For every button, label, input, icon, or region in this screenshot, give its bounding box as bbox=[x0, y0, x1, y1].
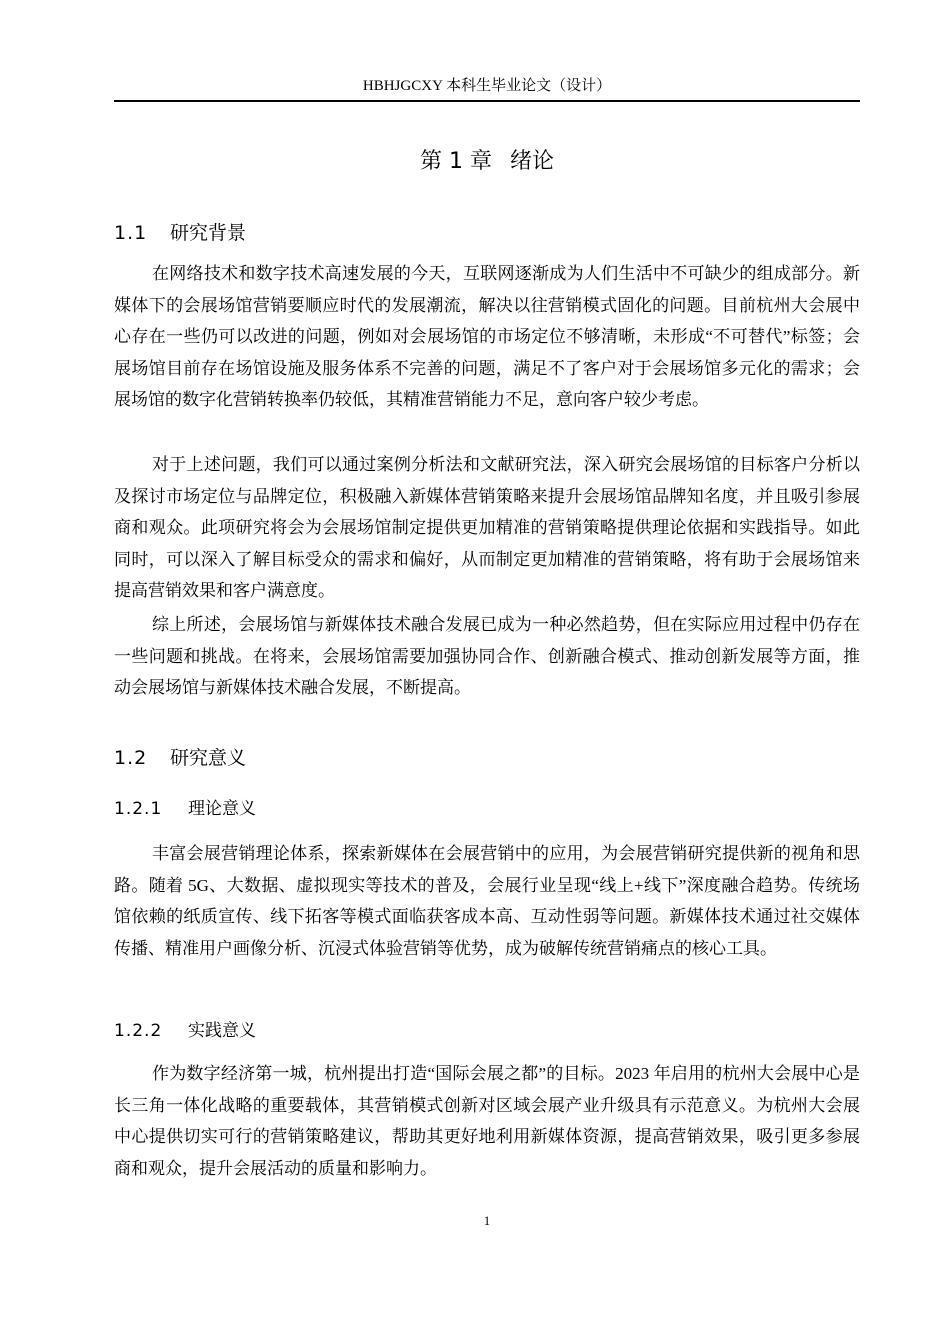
subsection-title: 实践意义 bbox=[188, 1021, 256, 1041]
chapter-number: 第 1 章 bbox=[420, 149, 492, 174]
section-number: 1.1 bbox=[114, 222, 148, 244]
chapter-name: 绪论 bbox=[509, 149, 554, 174]
section-heading-1-1 bbox=[114, 219, 246, 247]
running-header: HBHJGCXY 本科生毕业论文（设计） bbox=[362, 78, 612, 94]
subsection-number: 1.2.2 bbox=[114, 1021, 163, 1041]
section-heading-1-2 bbox=[114, 744, 246, 772]
page-number: 1 bbox=[483, 1213, 491, 1228]
section-title: 研究背景 bbox=[170, 222, 247, 244]
section-number: 1.2 bbox=[114, 747, 148, 769]
header-rule bbox=[114, 100, 860, 102]
paragraph-background-1: 在网络技术和数字技术高速发展的今天，互联网逐渐成为人们生活中不可缺少的组成部分。新媒体下的会展场馆营销要顺应时代的发展潮流，解决以往营销模式固化的问题。目前杭州大会展中心存在一些仍可以改进的问题，例如对会展场馆的市场定位不够清晰，未形成“不可替代”标签；会展场馆目前存在场馆设施及服务体系不完善的问题，满足不了客户对于会展场馆多元化的需求；会展场馆的数字化营销转换率仍较低，其精准营销能力不足，意向客户较少考虑。 bbox=[114, 264, 860, 409]
paragraph-theory: 丰富会展营销理论体系，探索新媒体在会展营销中的应用，为会展营销研究提供新的视角和思路。随着 5G、大数据、虚拟现实等技术的普及，会展行业呈现“线上+线下”深度融合趋势。传统场馆依赖的纸质宣传、线下拓客等模式面临获客成本高、互动性弱等问题。新媒体技术通过社交媒体传播、精准用户画像分析、沉浸式体验营销等优势，成为破解传统营销痛点的核心工具。 bbox=[114, 844, 860, 958]
paragraph-background-3: 综上所述，会展场馆与新媒体技术融合发展已成为一种必然趋势，但在实际应用过程中仍存在一些问题和挑战。在将来，会展场馆需要加强协同合作、创新融合模式、推动创新发展等方面，推动会展场馆与新媒体技术融合发展，不断提高。 bbox=[114, 615, 860, 697]
subsection-number: 1.2.1 bbox=[114, 799, 163, 819]
paragraph-practice: 作为数字经济第一城，杭州提出打造“国际会展之都”的目标。2023 年启用的杭州大会展中心是长三角一体化战略的重要载体，其营销模式创新对区域会展产业升级具有示范意义。为杭州大会展中心提供切实可行的营销策略建议，帮助其更好地利用新媒体资源，提高营销效果，吸引更多参展商和观众，提升会展活动的质量和影响力。 bbox=[114, 1064, 860, 1178]
subsection-heading-1-2-1 bbox=[114, 796, 256, 822]
section-title: 研究意义 bbox=[170, 747, 247, 769]
subsection-title: 理论意义 bbox=[188, 799, 256, 819]
paragraph-background-2: 对于上述问题，我们可以通过案例分析法和文献研究法，深入研究会展场馆的目标客户分析以及探讨市场定位与品牌定位，积极融入新媒体营销策略来提升会展场馆品牌知名度，并且吸引参展商和观众。此项研究将会为会展场馆制定提供更加精准的营销策略提供理论依据和实践指导。如此同时，可以深入了解目标受众的需求和偏好，从而制定更加精准的营销策略，将有助于会展场馆来提高营销效果和客户满意度。 bbox=[114, 455, 860, 600]
subsection-heading-1-2-2 bbox=[114, 1018, 256, 1044]
chapter-title bbox=[114, 146, 860, 178]
